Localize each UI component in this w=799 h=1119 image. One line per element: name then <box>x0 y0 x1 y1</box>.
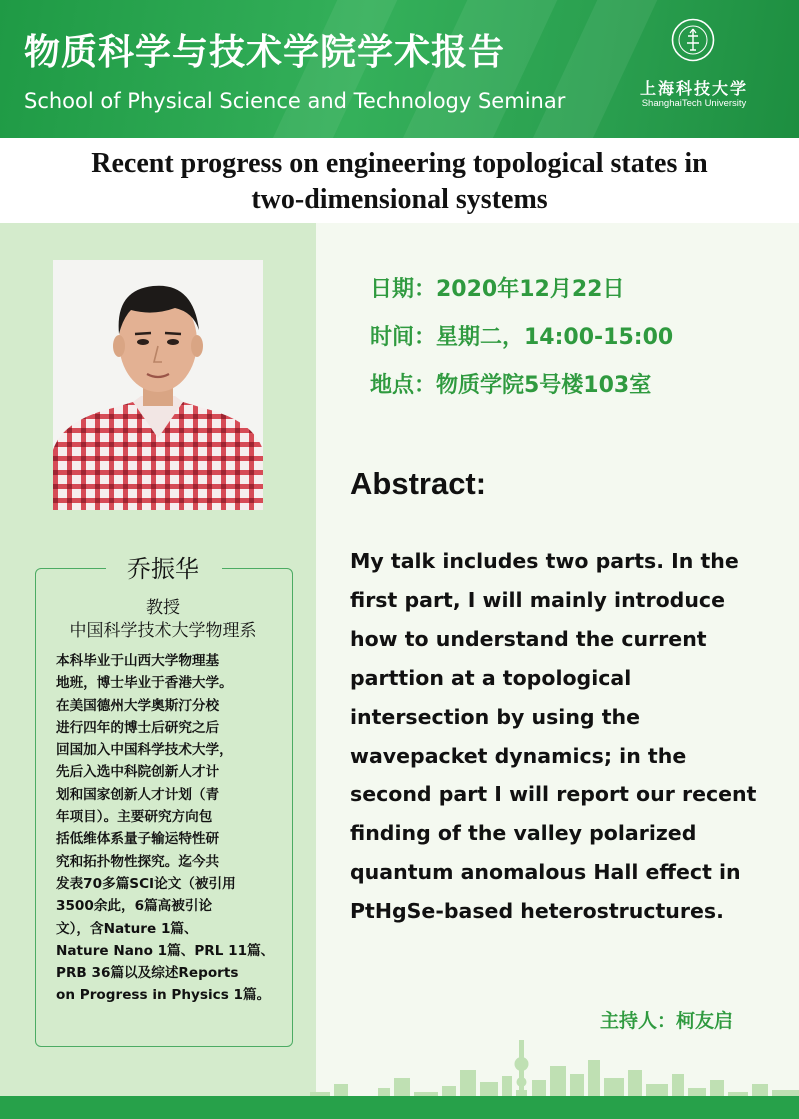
speaker-bio <box>56 650 284 1007</box>
abstract-line: first part, I will mainly introduce <box>350 587 725 612</box>
abstract-line: intersection by using the <box>350 704 641 729</box>
event-time: 时间：星期二，14:00-15:00 <box>370 325 674 350</box>
abstract-line: parttion at a topological <box>350 665 632 690</box>
bio-line: on Progress in Physics 1篇。 <box>56 987 271 1004</box>
bio-line: 究和拓扑物性探究。迄今共 <box>56 853 220 870</box>
bio-line: 年项目）。主要研究方向包 <box>56 809 213 826</box>
abstract-heading: Abstract: <box>350 466 487 501</box>
logo-text-en: ShanghaiTech University <box>641 98 747 109</box>
bio-line: PRB 36篇以及综述Reports <box>56 965 239 982</box>
abstract-line: wavepacket dynamics; in the <box>350 743 687 768</box>
talk-title-line-1: Recent progress on engineering topological states in <box>91 148 708 179</box>
talk-title <box>30 146 769 218</box>
abstract-line: quantum anomalous Hall effect in <box>350 860 741 885</box>
header-banner <box>0 0 799 138</box>
bio-line: 先后入选中科院创新人才计 <box>56 764 220 781</box>
header-title-en: School of Physical Science and Technology Seminar <box>24 89 566 113</box>
abstract-line: how to understand the current <box>350 626 707 651</box>
speaker-department: 中国科学技术大学物理系 <box>69 621 257 641</box>
bio-line: 文），含Nature 1篇、 <box>56 920 198 937</box>
abstract-line: My talk includes two parts. In the <box>350 549 739 573</box>
abstract-line: finding of the valley polarized <box>350 821 697 846</box>
logo-text-cn: 上海科技大学 <box>639 79 748 98</box>
abstract-line: PtHgSe-based heterostructures. <box>350 899 724 924</box>
bio-line: 划和国家创新人才计划（青 <box>56 786 220 803</box>
university-seal-icon <box>671 18 715 62</box>
bio-line: 本科毕业于山西大学物理基 <box>56 653 220 669</box>
talk-title-line-2: two-dimensional systems <box>251 184 548 215</box>
bio-line: 进行四年的博士后研究之后 <box>56 719 220 736</box>
university-logo <box>628 16 760 116</box>
host-name: 主持人：柯友启 <box>600 1010 734 1032</box>
speaker-rank: 教授 <box>146 598 180 618</box>
bio-line: Nature Nano 1篇、PRL 11篇、 <box>56 942 275 959</box>
abstract-line: second part I will report our recent <box>350 782 757 807</box>
abstract-text <box>350 542 780 931</box>
footer-band <box>0 1096 799 1119</box>
bio-line: 回国加入中国科学技术大学， <box>56 742 233 759</box>
event-location: 地点：物质学院5号楼103室 <box>370 373 652 398</box>
bio-line: 在美国德州大学奥斯汀分校 <box>56 697 220 714</box>
bio-line: 地班，博士毕业于香港大学。 <box>56 675 233 692</box>
bio-line: 3500余此，6篇高被引论 <box>56 898 213 915</box>
bio-line: 括低维体系量子输运特性研 <box>56 831 220 848</box>
speaker-name: 乔振华 <box>127 555 199 583</box>
speaker-photo <box>53 260 263 510</box>
header-title-cn: 物质科学与技术学院学术报告 <box>24 32 506 73</box>
event-date: 日期：2020年12月22日 <box>370 277 625 302</box>
bio-line: 发表70多篇SCI论文（被引用 <box>56 875 236 892</box>
